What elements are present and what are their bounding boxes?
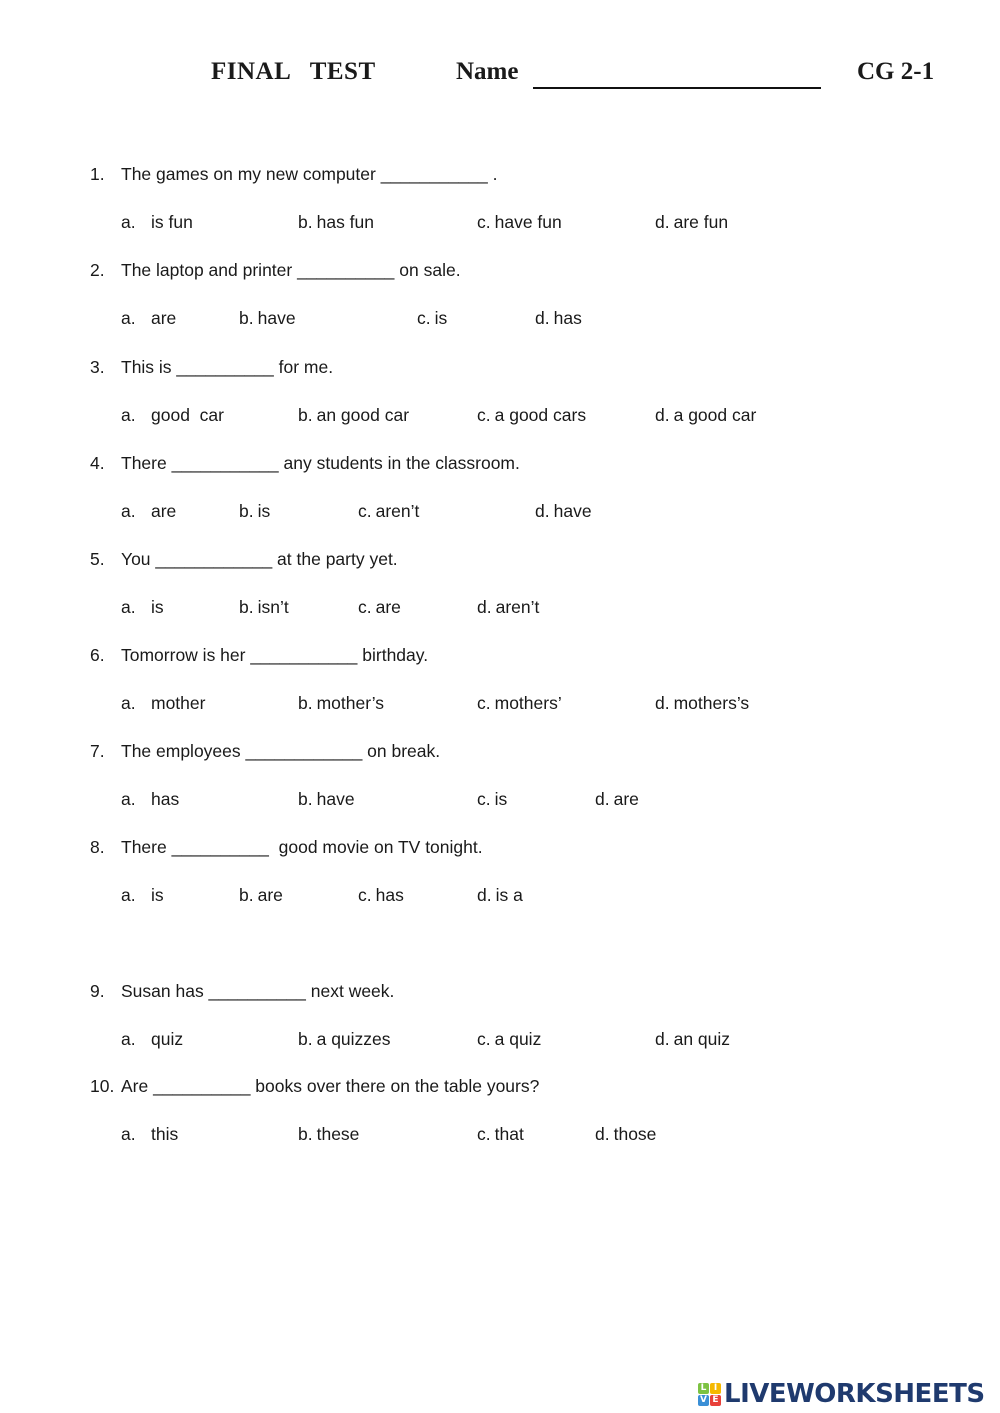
answer-option-a[interactable] (121, 789, 179, 810)
answer-option-b[interactable] (298, 212, 374, 233)
option-letter: b. (298, 789, 313, 809)
option-letter: d. (477, 597, 492, 617)
option-text: is a (495, 885, 523, 905)
option-text: a good cars (494, 405, 587, 425)
question-stem: Susan has __________ next week. (121, 981, 395, 1001)
answer-option-d[interactable] (655, 212, 728, 233)
question-number: 9. (90, 981, 105, 1001)
live-tiles-icon (698, 1383, 721, 1406)
option-letter: a. (121, 789, 136, 809)
question-number: 5. (90, 549, 105, 569)
answer-option-c[interactable] (477, 1124, 524, 1145)
question-number: 6. (90, 645, 105, 665)
option-letter: c. (358, 597, 372, 617)
answer-option-a[interactable] (121, 212, 193, 233)
option-letter: b. (298, 212, 313, 232)
option-letter: a. (121, 308, 136, 328)
option-letter: d. (655, 693, 670, 713)
answer-option-d[interactable] (655, 693, 749, 714)
option-text: mothers’s (673, 693, 750, 713)
option-letter: c. (477, 1029, 491, 1049)
answer-option-c[interactable] (477, 789, 507, 810)
answer-option-c[interactable] (477, 405, 586, 426)
question-number: 2. (90, 260, 105, 280)
option-text: are (257, 885, 283, 905)
name-label: Name (456, 58, 519, 85)
option-text: have (553, 501, 592, 521)
question-number: 10. (90, 1076, 115, 1096)
option-text: an quiz (673, 1029, 731, 1049)
option-letter: d. (535, 501, 550, 521)
option-text: have fun (494, 212, 562, 232)
question-number: 3. (90, 357, 105, 377)
name-blank-line[interactable] (533, 87, 821, 89)
question-stem: The games on my new computer ___________ . (121, 164, 498, 184)
option-letter: a. (121, 1029, 136, 1049)
answer-option-a[interactable] (121, 885, 164, 906)
question-stem: The laptop and printer __________ on sale. (121, 260, 461, 280)
answer-option-b[interactable] (239, 885, 283, 906)
answer-option-a[interactable] (121, 501, 176, 522)
option-text: are (151, 308, 177, 328)
option-letter: a. (121, 405, 136, 425)
question-stem: There __________ good movie on TV tonight. (121, 837, 483, 857)
test-title: FINAL TEST (211, 58, 376, 85)
answer-option-b[interactable] (239, 308, 296, 329)
option-text: good car (151, 405, 224, 425)
option-text: has (375, 885, 404, 905)
option-text: a quizzes (316, 1029, 391, 1049)
answer-option-c[interactable] (477, 693, 562, 714)
option-text: a good car (673, 405, 757, 425)
option-letter: d. (535, 308, 550, 328)
answer-option-b[interactable] (298, 693, 384, 714)
option-letter: c. (358, 885, 372, 905)
answer-option-c[interactable] (358, 501, 419, 522)
option-letter: c. (477, 405, 491, 425)
question-number: 7. (90, 741, 105, 761)
option-letter: c. (477, 1124, 491, 1144)
option-letter: a. (121, 212, 136, 232)
option-letter: d. (655, 405, 670, 425)
option-text: mothers’ (494, 693, 562, 713)
option-letter: d. (655, 1029, 670, 1049)
answer-option-a[interactable] (121, 693, 205, 714)
answer-option-b[interactable] (298, 1029, 391, 1050)
option-text: are (151, 501, 177, 521)
liveworksheets-logo (698, 1379, 985, 1409)
option-letter: c. (477, 212, 491, 232)
answer-option-a[interactable] (121, 1029, 183, 1050)
answer-option-a[interactable] (121, 405, 224, 426)
option-letter: d. (477, 885, 492, 905)
option-text: quiz (151, 1029, 184, 1049)
option-letter: d. (655, 212, 670, 232)
option-text: is (151, 597, 164, 617)
question-stem: This is __________ for me. (121, 357, 334, 377)
question-stem: There ___________ any students in the classroom. (121, 453, 520, 473)
answer-option-b[interactable] (298, 789, 355, 810)
option-letter: b. (239, 885, 254, 905)
answer-option-a[interactable] (121, 597, 164, 618)
logo-tile: I (710, 1383, 721, 1394)
option-letter: d. (595, 1124, 610, 1144)
option-letter: b. (298, 405, 313, 425)
option-letter: d. (595, 789, 610, 809)
option-letter: b. (239, 597, 254, 617)
class-code: CG 2-1 (857, 58, 935, 85)
option-letter: a. (121, 693, 136, 713)
option-text: has (553, 308, 582, 328)
question-stem: Are __________ books over there on the table yours? (121, 1076, 540, 1096)
answer-option-b[interactable] (298, 1124, 359, 1145)
logo-tile: E (710, 1395, 721, 1406)
answer-option-b[interactable] (239, 501, 270, 522)
answer-option-b[interactable] (298, 405, 409, 426)
option-text: have (316, 789, 355, 809)
option-text: is (151, 885, 164, 905)
answer-option-c[interactable] (477, 1029, 541, 1050)
answer-option-c[interactable] (477, 212, 562, 233)
answer-option-d[interactable] (595, 1124, 656, 1145)
logo-tile: V (698, 1395, 709, 1406)
question-number: 4. (90, 453, 105, 473)
answer-option-a[interactable] (121, 1124, 178, 1145)
question-stem: The employees ____________ on break. (121, 741, 441, 761)
question-stem: You ____________ at the party yet. (121, 549, 398, 569)
option-text: an good car (316, 405, 410, 425)
option-text: have (257, 308, 296, 328)
answer-option-a[interactable] (121, 308, 176, 329)
answer-option-d[interactable] (595, 789, 639, 810)
option-text: are (613, 789, 639, 809)
option-text: has (151, 789, 180, 809)
option-text: has fun (316, 212, 375, 232)
option-text: aren’t (495, 597, 540, 617)
option-text: these (316, 1124, 360, 1144)
answer-option-c[interactable] (417, 308, 447, 329)
answer-option-d[interactable] (535, 308, 582, 329)
option-text: aren’t (375, 501, 420, 521)
option-letter: a. (121, 1124, 136, 1144)
option-letter: b. (298, 693, 313, 713)
option-letter: c. (358, 501, 372, 521)
option-letter: b. (239, 308, 254, 328)
option-letter: a. (121, 885, 136, 905)
option-letter: c. (477, 693, 491, 713)
option-text: those (613, 1124, 657, 1144)
answer-option-d[interactable] (535, 501, 592, 522)
option-text: is (494, 789, 508, 809)
option-letter: b. (239, 501, 254, 521)
answer-option-d[interactable] (477, 885, 523, 906)
option-text: are fun (673, 212, 729, 232)
option-text: isn’t (257, 597, 289, 617)
logo-tile: L (698, 1383, 709, 1394)
worksheet-header (0, 58, 1000, 98)
option-letter: a. (121, 597, 136, 617)
option-letter: a. (121, 501, 136, 521)
question-stem: Tomorrow is her ___________ birthday. (121, 645, 429, 665)
option-text: mother (151, 693, 206, 713)
option-text: are (375, 597, 401, 617)
answer-option-d[interactable] (655, 405, 756, 426)
option-text: that (494, 1124, 524, 1144)
answer-option-c[interactable] (358, 885, 404, 906)
question-number: 1. (90, 164, 105, 184)
option-text: this (151, 1124, 179, 1144)
option-text: is fun (151, 212, 193, 232)
question-number: 8. (90, 837, 105, 857)
option-letter: b. (298, 1124, 313, 1144)
answer-option-b[interactable] (239, 597, 289, 618)
answer-option-d[interactable] (477, 597, 539, 618)
option-letter: b. (298, 1029, 313, 1049)
option-text: is (257, 501, 271, 521)
option-text: mother’s (316, 693, 385, 713)
answer-option-d[interactable] (655, 1029, 730, 1050)
option-text: a quiz (494, 1029, 542, 1049)
option-letter: c. (477, 789, 491, 809)
option-text: is (434, 308, 448, 328)
answer-option-c[interactable] (358, 597, 401, 618)
option-letter: c. (417, 308, 431, 328)
logo-text: LIVEWORKSHEETS (724, 1379, 985, 1409)
